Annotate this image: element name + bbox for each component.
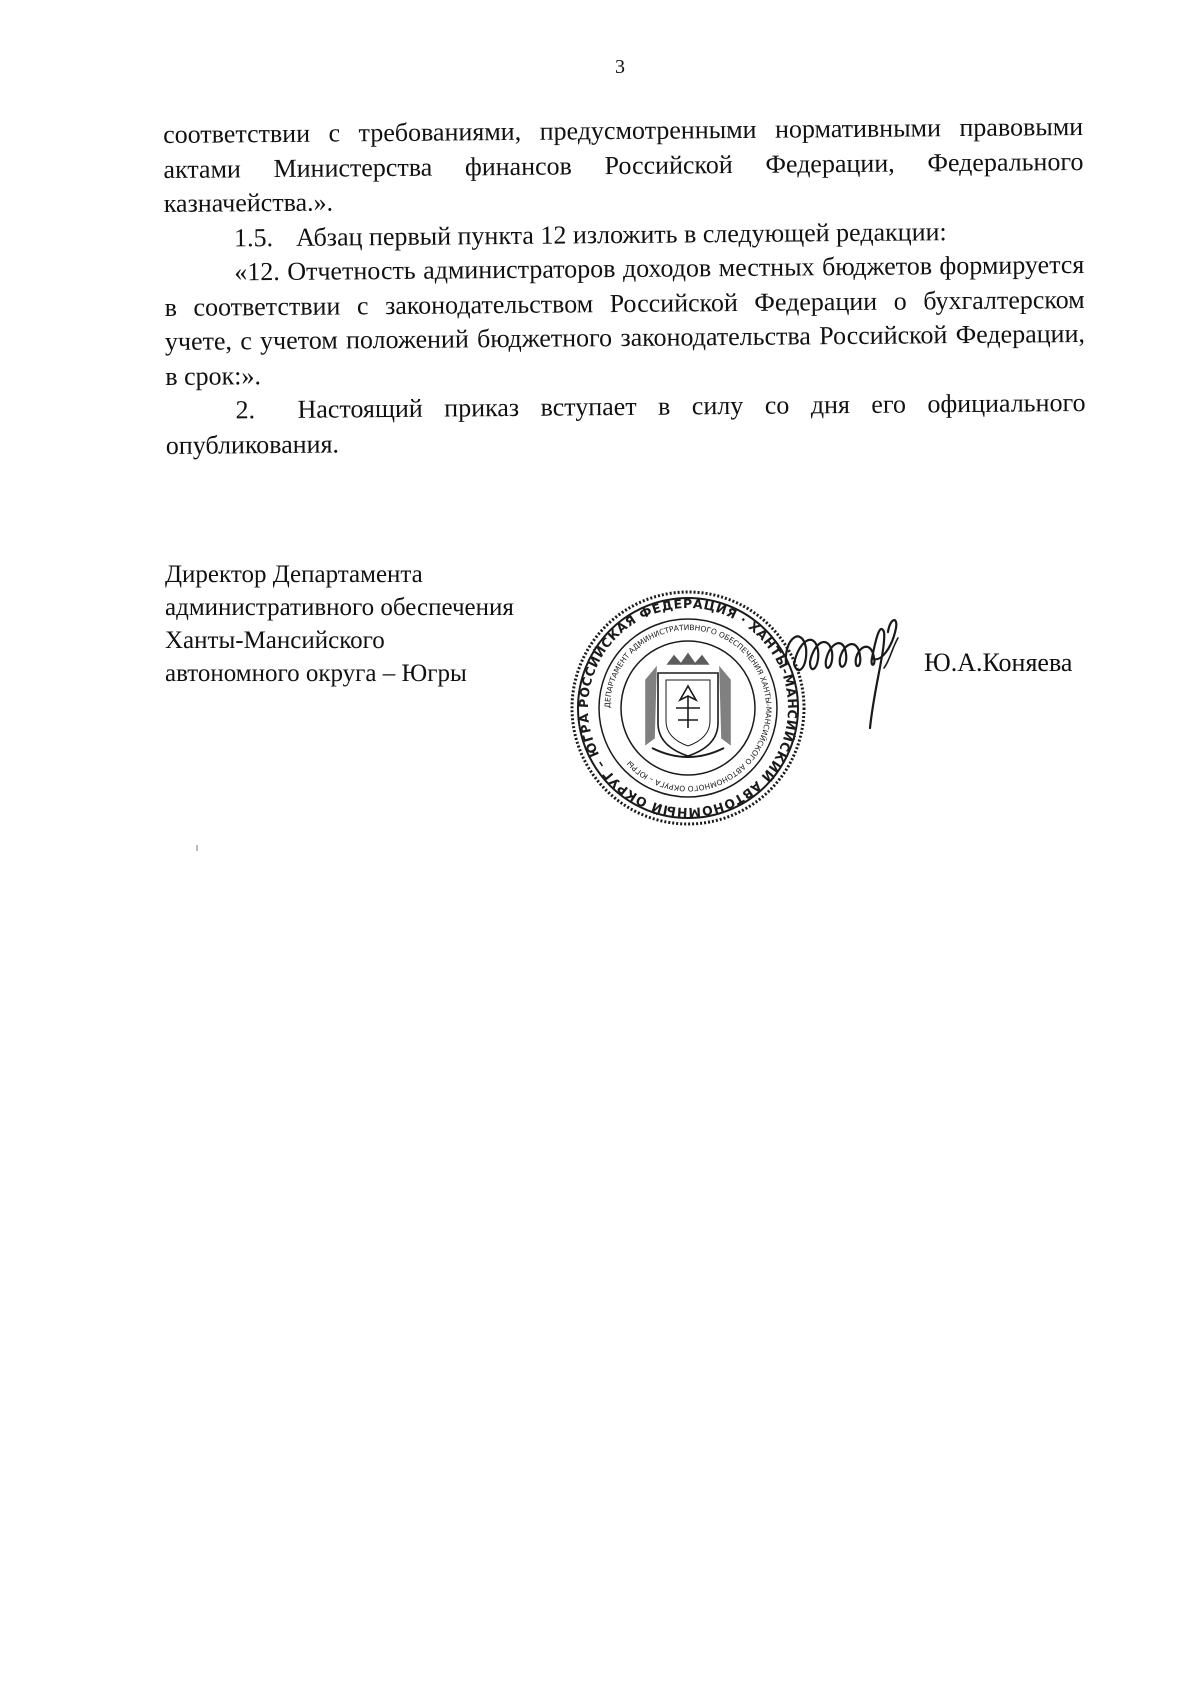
item-2-text: Настоящий приказ вступает в силу со дня его официального опубликования. [165, 387, 1086, 460]
item-number-2: 2. [235, 395, 256, 425]
page-number: 3 [615, 56, 625, 78]
signatory-title [165, 558, 514, 690]
official-seal [568, 588, 808, 828]
paragraph-continuation: соответствии с требованиями, предусмотренными нормативными правовыми актами Министерства финансов Российской Федерации, Федерального казначейства.». [163, 111, 1084, 218]
coat-of-arms-icon [646, 654, 730, 757]
scan-artifact [196, 845, 198, 851]
signatory-title-line: административного обеспечения [165, 594, 514, 621]
signatory-title-line: автономного округа – Югры [165, 660, 467, 687]
item-number-1-5: 1.5. [233, 222, 274, 252]
item-1-5-text: Абзац первый пункта 12 изложить в следующей редакции: [295, 216, 947, 252]
signatory-name: Ю.А.Коняева [924, 648, 1073, 677]
paragraph-item-2 [165, 386, 1086, 463]
signatory-title-line: Ханты-Мансийского [165, 627, 385, 654]
paragraph-quoted-point-12: «12. Отчетность администраторов доходов местных бюджетов формируется в соответствии с законодательством Российской Федерации о бухгалтерском учете, с учетом положений бюджетного законодательства Российской Федерации, в срок:». [164, 249, 1086, 391]
document-body [163, 110, 1086, 463]
signatory-title-line: Директор Департамента [165, 561, 423, 588]
handwritten-signature [780, 608, 940, 738]
seal-inner-text: ДЕПАРТАМЕНТ АДМИНИСТРАТИВНОГО ОБЕСПЕЧЕНИЯ ХАНТЫ-МАНСИЙСКОГО АВТОНОМНОГО ОКРУГА – ЮГРЫ [602, 622, 774, 794]
seal-outer-text: РОССИЙСКАЯ ФЕДЕРАЦИЯ · ХАНТЫ-МАНСИЙСКИЙ АВТОНОМНЫЙ ОКРУГ – ЮГРА [575, 595, 801, 821]
